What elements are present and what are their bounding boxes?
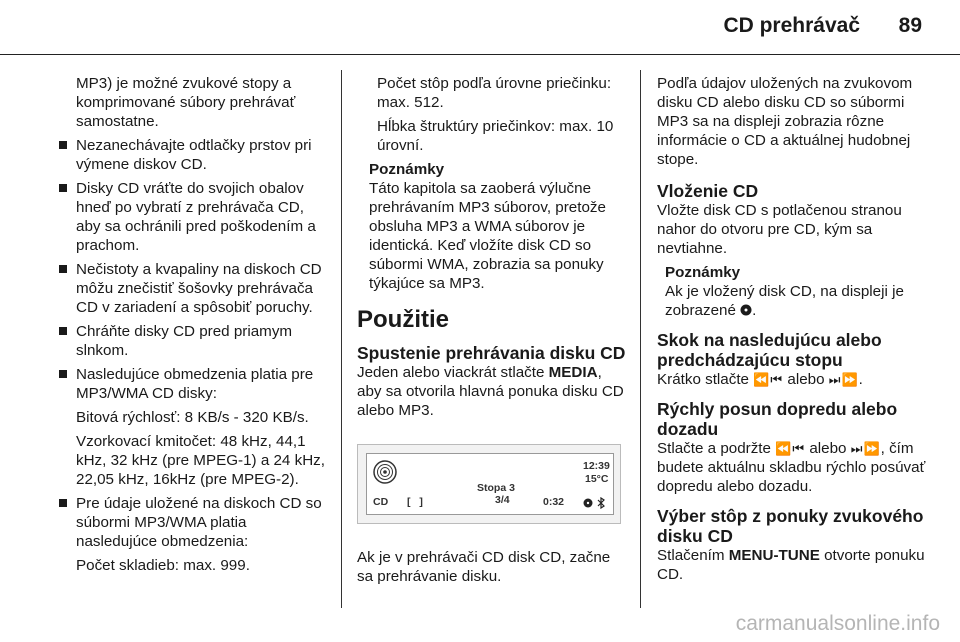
disc-indicator-icon (583, 498, 593, 508)
paragraph: Stlačte a podržte ⏪⏮ alebo ⏭⏩, čím budete aktuálnu skladbu rýchlo posúvať dopredu alebo dozadu. (657, 440, 926, 495)
sub-paragraph: Hĺbka štruktúry priečinkov: max. 10 úrovní. (377, 118, 614, 154)
paragraph: MP3) je možné zvukové stopy a komprimované súbory prehrávať samostatne. (76, 75, 296, 130)
clock-time: 12:39 (583, 460, 610, 472)
note-text: Táto kapitola sa zaoberá výlučne prehrávaním MP3 súborov, pretože obsluha MP3 a WMA súborov je identická. Keď vložíte disk CD so súbormi WMA, zobrazia sa ponuky týkajúce sa MP3. (369, 180, 606, 292)
cd-display-illustration (357, 444, 621, 524)
page-header (0, 0, 960, 52)
display-screen (366, 453, 614, 515)
sub-paragraph: Vzorkovací kmitočet: 48 kHz, 44,1 kHz, 32 kHz (pre MPEG-1) a 24 kHz, 22,05 kHz, 16kHz (pre MPEG-2). (76, 433, 325, 488)
header-rule (0, 54, 960, 55)
cd-disc-icon (373, 460, 397, 484)
subsection-heading-start: Spustenie prehrávania disku CD (357, 343, 626, 363)
bluetooth-icon (597, 497, 605, 509)
media-key-label: MEDIA (548, 364, 598, 381)
bullet-icon (59, 327, 67, 335)
list-item: Pre údaje uložené na diskoch CD so súbormi MP3/WMA platia nasledujúce obmedzenia: (56, 494, 328, 551)
paragraph: Stlačením MENU-TUNE otvorte ponuku CD. (657, 547, 925, 583)
sub-paragraph: Počet skladieb: max. 999. (76, 557, 250, 574)
seek-forward-icon: ⏭⏩ (850, 441, 881, 456)
paragraph: Vložte disk CD s potlačenou stranou nahor do otvoru pre CD, kým sa nevtiahne. (657, 202, 902, 257)
sub-paragraph: Bitová rýchlosť: 8 KB/s - 320 KB/s. (76, 409, 309, 426)
subsection-heading-fast: Rýchly posun dopredu alebo dozadu (657, 399, 898, 439)
subsection-heading-skip: Skok na nasledujúcu alebo predchádzajúcu stopu (657, 330, 882, 370)
note-heading: Poznámky (665, 264, 741, 281)
bullet-icon (59, 499, 67, 507)
track-name: Stopa 3 (477, 482, 515, 494)
sub-paragraph: Počet stôp podľa úrovne priečinku: max. 512. (377, 75, 612, 111)
column-3 (657, 74, 929, 589)
column-divider (640, 70, 641, 608)
page-number: 89 (898, 14, 922, 37)
cd-indicator-icon (740, 304, 752, 316)
section-heading-usage: Použitie (357, 306, 450, 333)
bullet-icon (59, 370, 67, 378)
column-2 (357, 74, 629, 591)
seek-back-icon: ⏪⏮ (753, 372, 784, 387)
list-item: Disky CD vráťte do svojich obalov hneď po vybratí z prehrávača CD, aby sa ochránili pred poškodením a prachom. (56, 179, 328, 255)
bullet-icon (59, 141, 67, 149)
seek-forward-icon: ⏭⏩ (828, 372, 859, 387)
bullet-icon (59, 265, 67, 273)
temperature: 15°C (585, 473, 609, 485)
list-item: Nečistoty a kvapaliny na diskoch CD môžu znečistiť šošovky prehrávača CD v zariadení a spôsobiť poruchy. (56, 260, 328, 317)
track-count: 3/4 (495, 494, 510, 506)
list-item: Nezanechávajte odtlačky prstov pri výmene diskov CD. (56, 136, 328, 174)
elapsed-time: 0:32 (543, 496, 565, 508)
source-label: CD (373, 496, 389, 508)
seek-back-icon: ⏪⏮ (775, 441, 806, 456)
subsection-heading-select: Výber stôp z ponuky zvukového disku CD (657, 506, 924, 546)
paragraph: Jeden alebo viackrát stlačte MEDIA, aby sa otvorila hlavná ponuka disku CD alebo MP3. (357, 364, 624, 419)
folder-brackets: [ ] (407, 496, 426, 508)
subsection-heading-insert: Vloženie CD (657, 181, 759, 201)
paragraph: Podľa údajov uložených na zvukovom disku CD alebo disku CD so súbormi MP3 sa na displeji zobrazia rôzne informácie o CD a aktuálnej hudobnej stope. (657, 75, 913, 168)
list-item: Chráňte disky CD pred priamym slnkom. (56, 322, 328, 360)
paragraph: Ak je v prehrávači CD disk CD, začne sa prehrávanie disku. (357, 549, 611, 585)
bullet-icon (59, 184, 67, 192)
list-item: Nasledujúce obmedzenia platia pre MP3/WMA CD disky: (56, 365, 328, 403)
note-heading: Poznámky (369, 161, 445, 178)
paragraph: Krátko stlačte ⏪⏮ alebo ⏭⏩. (657, 371, 863, 388)
note-text: Ak je vložený disk CD, na displeji je zobrazené . (665, 283, 904, 319)
watermark: carmanualsonline.info (735, 612, 940, 635)
column-1 (56, 74, 328, 580)
column-divider (341, 70, 342, 608)
menu-tune-key-label: MENU-TUNE (728, 547, 820, 564)
page-title: CD prehrávač (723, 14, 860, 37)
